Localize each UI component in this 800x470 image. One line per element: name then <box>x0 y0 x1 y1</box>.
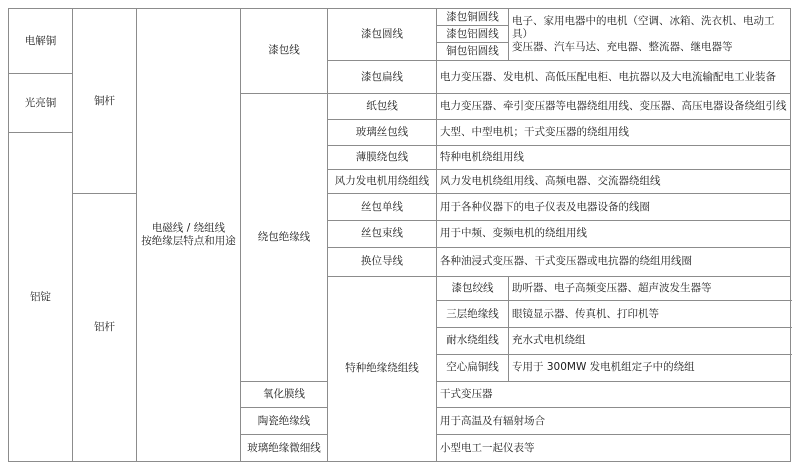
use-cell <box>509 9 791 61</box>
material-cell: 电解铜 <box>9 9 73 74</box>
use-cell: 风力发电机绕组用线、高频电器、交流器绕组线 <box>437 169 791 194</box>
category-cell: 特种绝缘绕组线 <box>328 276 437 461</box>
type-cell: 薄膜绕包线 <box>328 146 437 170</box>
rod-cell: 铜杆 <box>73 9 137 194</box>
use-cell: 充水式电机绕组 <box>509 328 791 355</box>
use-cell: 用于中频、变频电机的绕组用线 <box>437 220 791 247</box>
type-cell: 漆包扁线 <box>328 61 437 93</box>
use-cell: 专用于 300MW 发电机组定子中的绕组 <box>509 354 791 381</box>
use-cell: 各种油浸式变压器、干式变压器或电抗器的绕组用线圈 <box>437 247 791 276</box>
use-cell: 眼镜显示器、传真机、打印机等 <box>509 301 791 328</box>
subtype-cell: 漆包铝圆线 <box>437 26 509 43</box>
type-cell: 漆包绞线 <box>437 276 509 301</box>
type-cell: 纸包线 <box>328 93 437 120</box>
type-cell: 玻璃丝包线 <box>328 120 437 146</box>
classification-line-1: 电磁线 / 绕组线 <box>151 222 226 234</box>
category-cell: 漆包线 <box>241 9 328 94</box>
material-cell: 光亮铜 <box>9 74 73 133</box>
type-cell: 陶瓷绝缘线 <box>241 408 328 435</box>
type-cell: 空心扁铜线 <box>437 354 509 381</box>
use-cell: 电力变压器、发电机、高低压配电柜、电抗器以及大电流输配电工业装备 <box>437 61 791 93</box>
type-cell: 漆包圆线 <box>328 9 437 61</box>
type-cell: 丝包束线 <box>328 220 437 247</box>
category-cell: 绕包绝缘线 <box>241 93 328 381</box>
classification-line-2: 按绝缘层特点和用途 <box>141 235 236 247</box>
classification-cell <box>137 9 241 462</box>
type-cell: 耐水绕组线 <box>437 328 509 355</box>
use-cell: 特种电机绕组用线 <box>437 146 791 170</box>
use-cell: 大型、中型电机；干式变压器的绕组用线 <box>437 120 791 146</box>
use-cell: 电力变压器、牵引变压器等电器绕组用线、变压器、高压电器设备绕组引线 <box>437 93 791 120</box>
use-cell: 干式变压器 <box>437 381 791 408</box>
use-cell: 小型电工一起仪表等 <box>437 435 791 462</box>
material-cell: 铝锭 <box>9 133 73 462</box>
type-cell: 玻璃绝缘微细线 <box>241 435 328 462</box>
use-cell: 用于各种仪器下的电子仪表及电器设备的线圈 <box>437 194 791 221</box>
use-cell: 用于高温及有辐射场合 <box>437 408 791 435</box>
type-cell: 换位导线 <box>328 247 437 276</box>
use-cell: 助听器、电子高频变压器、超声波发生器等 <box>509 276 791 301</box>
wire-classification-table <box>8 8 791 462</box>
use-line-2: 变压器、汽车马达、充电器、整流器、继电器等 <box>512 41 733 54</box>
type-cell: 丝包单线 <box>328 194 437 221</box>
use-line-1: 电子、家用电器中的电机（空调、冰箱、洗衣机、电动工具） <box>512 15 775 41</box>
subtype-cell: 漆包铜圆线 <box>437 9 509 26</box>
rod-cell: 铝杆 <box>73 194 137 462</box>
subtype-cell: 铜包铝圆线 <box>437 43 509 61</box>
type-cell: 氧化膜线 <box>241 381 328 408</box>
type-cell: 三层绝缘线 <box>437 301 509 328</box>
type-cell: 风力发电机用绕组线 <box>328 169 437 194</box>
